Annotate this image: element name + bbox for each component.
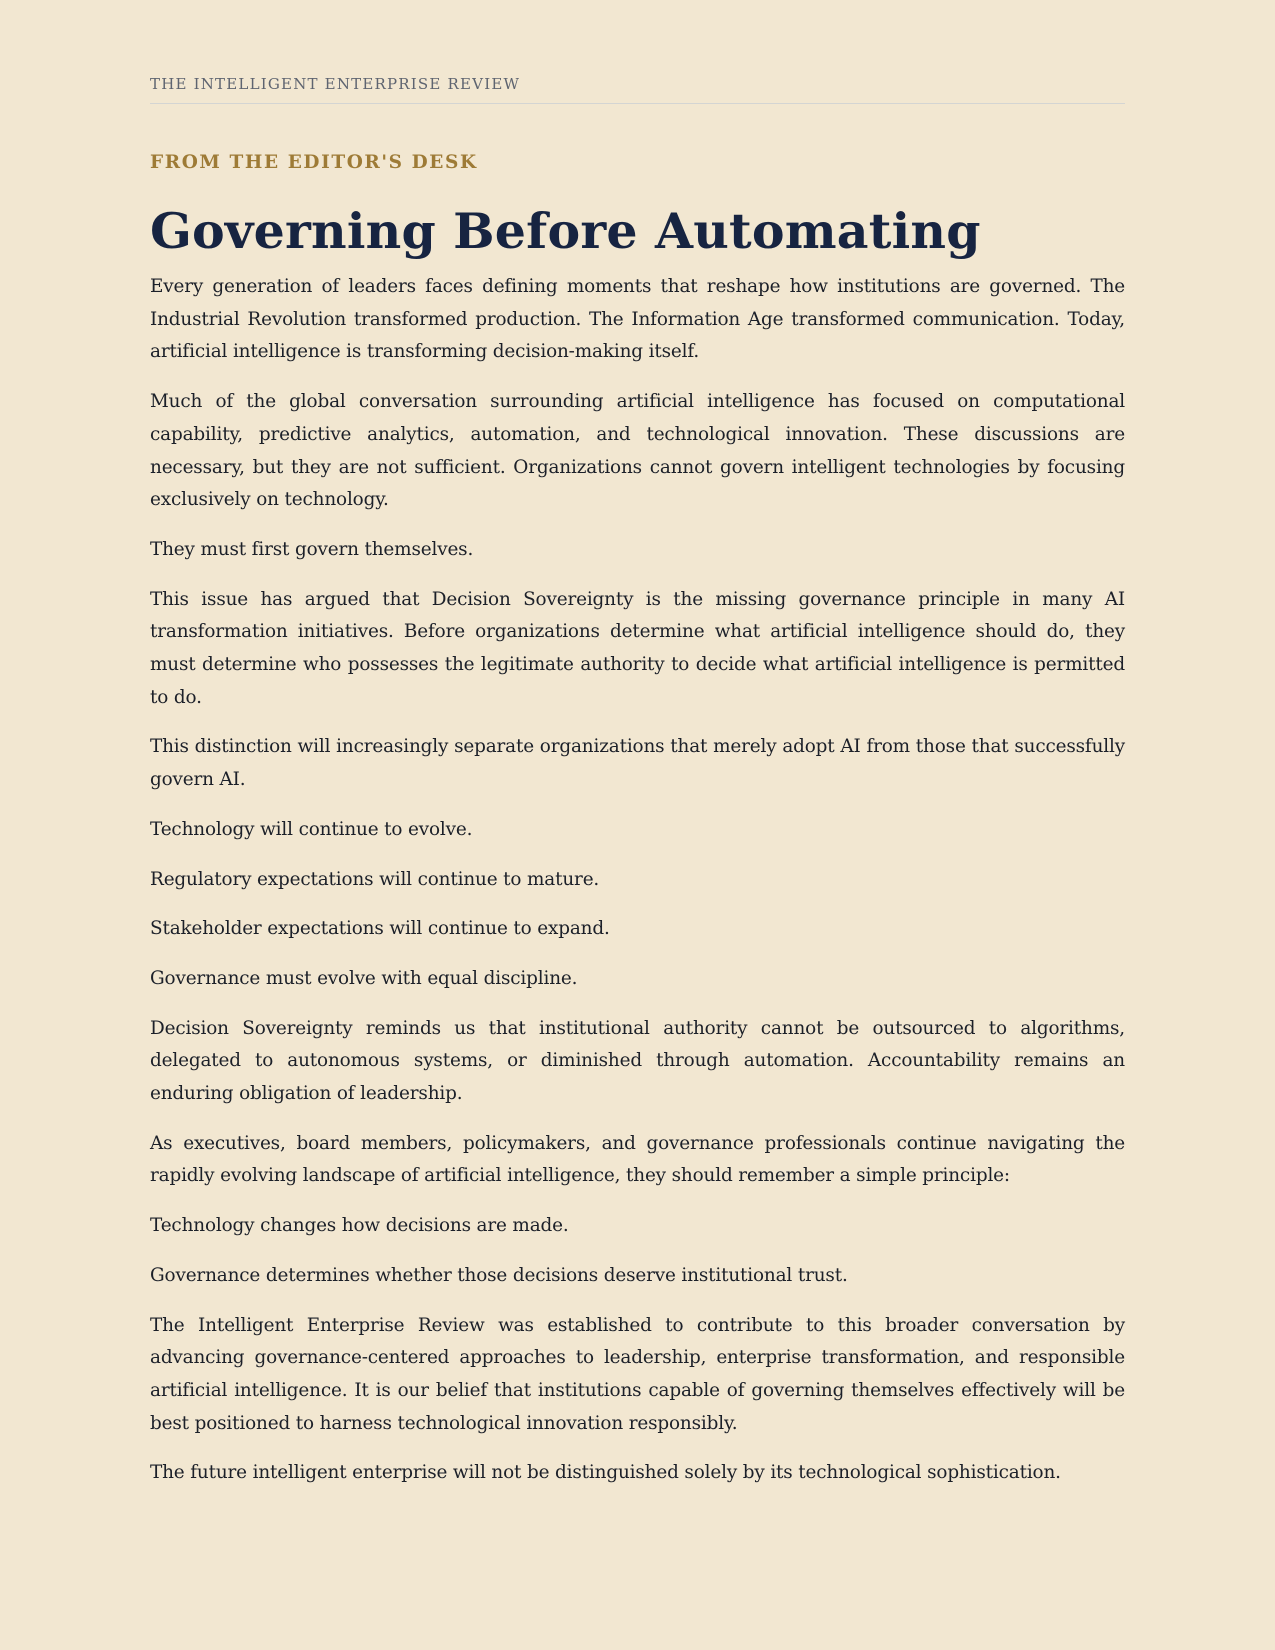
body-paragraph: Much of the global conversation surrounding artificial intelligence has focused on computational capability, predictive analytics, automation, and technological innovation. These discussions are necessary, but they are not sufficient. Organizations cannot govern intelligent technologies by focusing exclusively on technology.: [150, 391, 1125, 511]
body-paragraph: Technology will continue to evolve.: [150, 818, 473, 840]
body-paragraph: This distinction will increasingly separate organizations that merely adopt AI from those that successfully govern AI.: [150, 736, 1125, 791]
body-paragraph: This issue has argued that Decision Sovereignty is the missing governance principle in many AI transformation initiatives. Before organizations determine what artificial intelligence should do, they must determine who possesses the legitimate authority to decide what artificial intelligence is permitted to do.: [150, 588, 1125, 708]
body-paragraph: The future intelligent enterprise will not be distinguished solely by its technological sophistication.: [150, 1462, 1061, 1484]
body-paragraph: Every generation of leaders faces defining moments that reshape how institutions are governed. The Industrial Revolution transformed production. The Information Age transformed communication. Today, artificial intelligence is transforming decision-making itself.: [150, 276, 1125, 363]
body-paragraph: They must first govern themselves.: [150, 538, 474, 560]
article-body: [150, 271, 1125, 1507]
body-paragraph: Stakeholder expectations will continue to expand.: [150, 918, 610, 940]
body-paragraph: The Intelligent Enterprise Review was established to contribute to this broader conversation by advancing governance-centered approaches to leadership, enterprise transformation, and responsible artificial intelligence. It is our belief that institutions capable of governing themselves effectively will be best positioned to harness technological innovation responsibly.: [150, 1314, 1125, 1434]
body-paragraph: Decision Sovereignty reminds us that institutional authority cannot be outsourced to algorithms, delegated to autonomous systems, or diminished through automation. Accountability remains an enduring obligation of leadership.: [150, 1017, 1125, 1105]
body-paragraph: Governance determines whether those decisions deserve institutional trust.: [150, 1264, 848, 1286]
running-head: THE INTELLIGENT ENTERPRISE REVIEW: [150, 75, 521, 93]
section-label: FROM THE EDITOR'S DESK: [150, 152, 478, 173]
body-paragraph: Regulatory expectations will continue to mature.: [150, 868, 600, 890]
article-title: Governing Before Automating: [150, 202, 981, 260]
header-divider: [150, 103, 1125, 104]
body-paragraph: Technology changes how decisions are made.: [150, 1215, 569, 1237]
body-paragraph: As executives, board members, policymakers, and governance professionals continue navigating the rapidly evolving landscape of artificial intelligence, they should remember a simple principle:: [150, 1132, 1125, 1187]
body-paragraph: Governance must evolve with equal discipline.: [150, 967, 578, 989]
